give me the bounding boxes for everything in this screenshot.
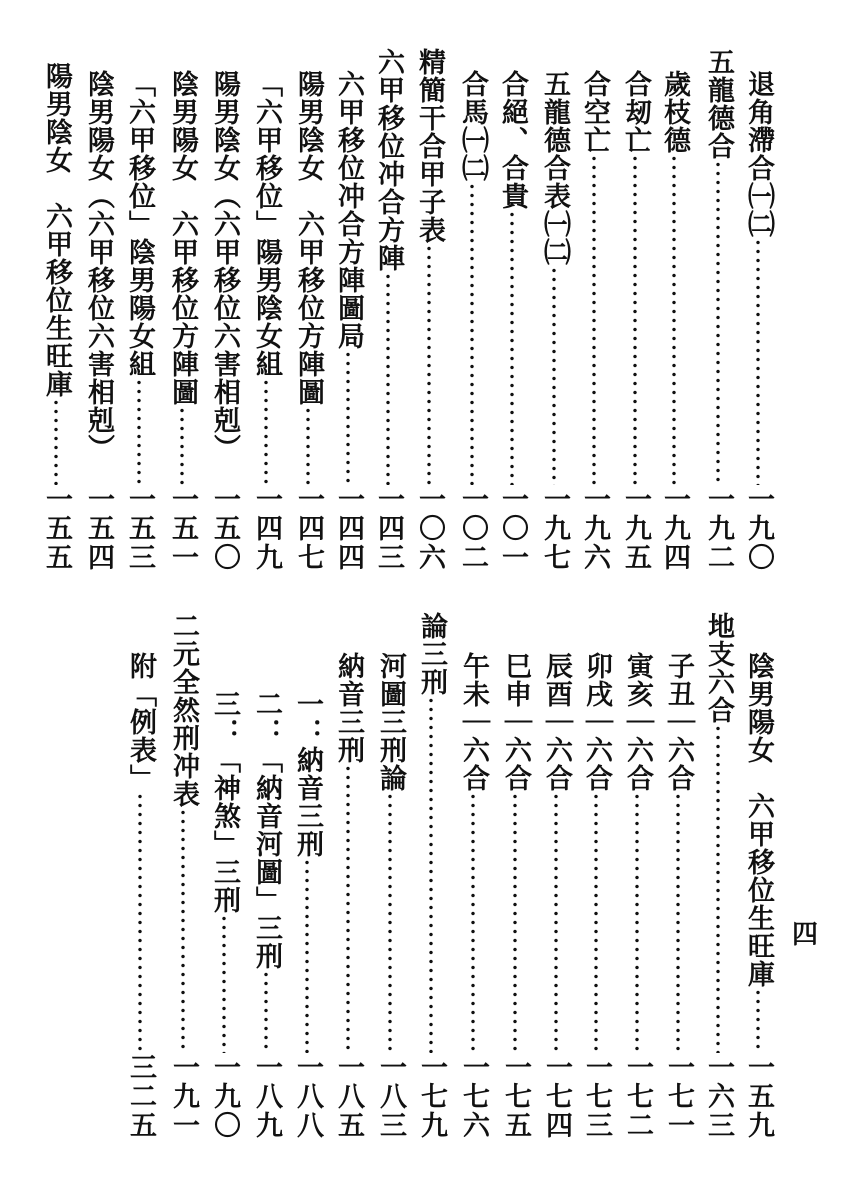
toc-entry-page: 一五四 [83, 485, 114, 572]
toc-entry-title: 二：「納音河圖」三刑 [251, 690, 282, 970]
toc-entry[interactable] [576, 70, 612, 572]
toc-entry[interactable] [248, 70, 284, 572]
dot-leader [332, 350, 364, 485]
dot-leader [250, 970, 282, 1053]
dot-leader [619, 154, 651, 485]
toc-entry[interactable] [289, 690, 325, 1140]
toc-entry[interactable] [330, 70, 366, 572]
dot-leader [662, 792, 694, 1053]
toc-entry-page: 一八八 [292, 1053, 323, 1140]
dot-leader [702, 724, 734, 1053]
toc-entry-title: 午未｜六合 [458, 652, 489, 792]
toc-entry[interactable] [617, 70, 653, 572]
toc-entry[interactable] [660, 652, 696, 1140]
toc-entry[interactable] [122, 652, 158, 1140]
toc-entry-title: 卯戌｜六合 [581, 652, 612, 792]
toc-entry-page: 一九二 [703, 485, 734, 572]
toc-entry[interactable] [656, 70, 692, 572]
toc-entry[interactable] [700, 48, 736, 572]
toc-entry-title: 子丑｜六合 [663, 652, 694, 792]
toc-entry[interactable] [497, 652, 533, 1140]
toc-entry-title: 一：納音三刑 [292, 690, 323, 858]
toc-entry-title: 巳申｜六合 [500, 652, 531, 792]
toc-entry-title: 退角滯合㈠㈡ [743, 70, 774, 238]
dot-leader [499, 792, 531, 1053]
toc-entry-page: 一五一 [167, 485, 198, 572]
toc-entry[interactable] [290, 70, 326, 572]
toc-entry-page: 一八五 [333, 1053, 364, 1140]
toc-entry[interactable] [578, 652, 614, 1140]
spacer [206, 462, 242, 485]
toc-entry-page: 一五九 [743, 1053, 774, 1140]
toc-entry-title: 陽男陰女（六甲移位六害相剋） [209, 70, 240, 462]
toc-entry[interactable] [536, 70, 572, 572]
dot-leader [292, 406, 324, 485]
page-number: 四 [792, 920, 819, 950]
toc-entry-title: 陰男陽女 六甲移位生旺庫 [743, 652, 774, 988]
toc-entry-page: 一七一 [663, 1053, 694, 1140]
dot-leader [374, 792, 406, 1053]
toc-entry[interactable] [619, 652, 655, 1140]
toc-entry-title: 五龍德合表㈠㈡ [539, 70, 570, 266]
toc-entry[interactable] [38, 62, 74, 572]
toc-entry[interactable] [80, 70, 116, 572]
toc-entry-title: 附「例表」 [125, 652, 156, 792]
toc-entry-page: 一九六 [579, 485, 610, 572]
dot-leader [621, 792, 653, 1053]
toc-entry[interactable] [494, 70, 530, 572]
toc-entry[interactable] [248, 690, 284, 1140]
dot-leader [457, 792, 489, 1053]
toc-entry-page: 一七五 [500, 1053, 531, 1140]
toc-entry[interactable] [454, 70, 490, 572]
toc-entry-title: 合馬㈠㈡ [457, 70, 488, 182]
dot-leader [702, 160, 734, 485]
toc-entry-title: 歲枝德 [659, 70, 690, 154]
toc-entry-page: 一七二 [622, 1053, 653, 1140]
toc-entry-title: 寅亥｜六合 [622, 652, 653, 792]
toc-entry[interactable] [164, 70, 200, 572]
toc-entry-title: 六甲移位冲合方陣 [373, 48, 404, 272]
toc-entry[interactable] [538, 652, 574, 1140]
dot-leader [124, 792, 156, 1053]
toc-entry-page: 一五〇 [209, 485, 240, 572]
toc-entry-title: 辰酉｜六合 [541, 652, 572, 792]
toc-entry-title: 合絕、合貴 [497, 70, 528, 210]
dot-leader [415, 696, 447, 1053]
toc-entry-page: 一九四 [659, 485, 690, 572]
toc-entry-page: 一〇六 [414, 485, 445, 572]
toc-entry-title: 三：「神煞」三刑 [209, 690, 240, 914]
toc-entry-page: 一七三 [581, 1053, 612, 1140]
toc-entry-page: 一九〇 [743, 485, 774, 572]
toc-entry-title: 五龍德合 [703, 48, 734, 160]
dot-leader [456, 182, 488, 485]
toc-entry[interactable] [206, 70, 242, 572]
dot-leader [496, 210, 528, 485]
dot-leader [578, 154, 610, 485]
toc-entry[interactable] [413, 612, 449, 1140]
toc-entry-page: 一七六 [458, 1053, 489, 1140]
toc-entry-page: 一七九 [416, 1053, 447, 1140]
dot-leader [742, 988, 774, 1053]
toc-entry-page: 一四三 [373, 485, 404, 572]
toc-entry-page: 一五三 [124, 485, 155, 572]
dot-leader [208, 914, 240, 1053]
toc-entry-page: 一九一 [168, 1053, 199, 1140]
toc-entry-title: 陽男陰女 六甲移位生旺庫 [41, 62, 72, 398]
toc-entry[interactable] [121, 70, 157, 572]
toc-entry-page: 一九五 [620, 485, 651, 572]
toc-entry-title: 精簡干合甲子表 [414, 48, 445, 244]
toc-entry-title: 二元全然刑冲表 [168, 612, 199, 808]
toc-entry-page: 一九〇 [209, 1053, 240, 1140]
dot-leader [167, 808, 199, 1053]
toc-entry-page: 一〇二 [457, 485, 488, 572]
toc-entry-title: 陰男陽女（六甲移位六害相剋） [83, 70, 114, 462]
dot-leader [658, 154, 690, 485]
toc-entry[interactable] [700, 612, 736, 1140]
toc-entry[interactable] [370, 48, 406, 572]
dot-leader [538, 266, 570, 485]
toc-entry-page: 一六三 [703, 1053, 734, 1140]
spacer [80, 462, 116, 485]
dot-leader [372, 272, 404, 485]
toc-entry-page: 一七四 [541, 1053, 572, 1140]
toc-entry-title: 地支六合 [703, 612, 734, 724]
dot-leader [250, 378, 282, 485]
toc-entry[interactable] [372, 652, 408, 1140]
dot-leader [40, 398, 72, 485]
toc-entry-title: 六甲移位冲合方陣圖局 [333, 70, 364, 350]
toc-entry[interactable] [330, 652, 366, 1140]
dot-leader [123, 378, 155, 485]
toc-entry-title: 陰男陽女 六甲移位方陣圖 [167, 70, 198, 406]
dot-leader [742, 238, 774, 485]
toc-entry-page: 一八九 [251, 1053, 282, 1140]
toc-entry-title: 河圖三刑論 [375, 652, 406, 792]
toc-entry-page: 一〇一 [497, 485, 528, 572]
dot-leader [540, 792, 572, 1053]
toc-entry-page: 一九七 [539, 485, 570, 572]
toc-entry[interactable] [455, 652, 491, 1140]
dot-leader [166, 406, 198, 485]
toc-entry-page: 一四七 [293, 485, 324, 572]
toc-entry[interactable] [411, 48, 447, 572]
toc-entry-title: 「六甲移位」陽男陰女組 [251, 70, 282, 378]
toc-entry-page: 一四四 [333, 485, 364, 572]
toc-entry[interactable] [740, 652, 776, 1140]
toc-entry-title: 陽男陰女 六甲移位方陣圖 [293, 70, 324, 406]
toc-entry[interactable] [165, 612, 201, 1140]
toc-entry-page: 一五五 [41, 485, 72, 572]
dot-leader [580, 792, 612, 1053]
toc-entry-title: 合刼亡 [620, 70, 651, 154]
dot-leader [291, 858, 323, 1053]
toc-entry-title: 納音三刑 [333, 652, 364, 764]
toc-entry-title: 論三刑 [416, 612, 447, 696]
toc-entry-title: 合空亡 [579, 70, 610, 154]
toc-entry-page: 三二五 [125, 1053, 156, 1140]
dot-leader [332, 764, 364, 1053]
dot-leader [413, 244, 445, 485]
toc-entry-title: 「六甲移位」陰男陽女組 [124, 70, 155, 378]
toc-entry-page: 一四九 [251, 485, 282, 572]
toc-entry[interactable] [740, 70, 776, 572]
toc-entry[interactable] [206, 690, 242, 1140]
toc-entry-page: 一八三 [375, 1053, 406, 1140]
